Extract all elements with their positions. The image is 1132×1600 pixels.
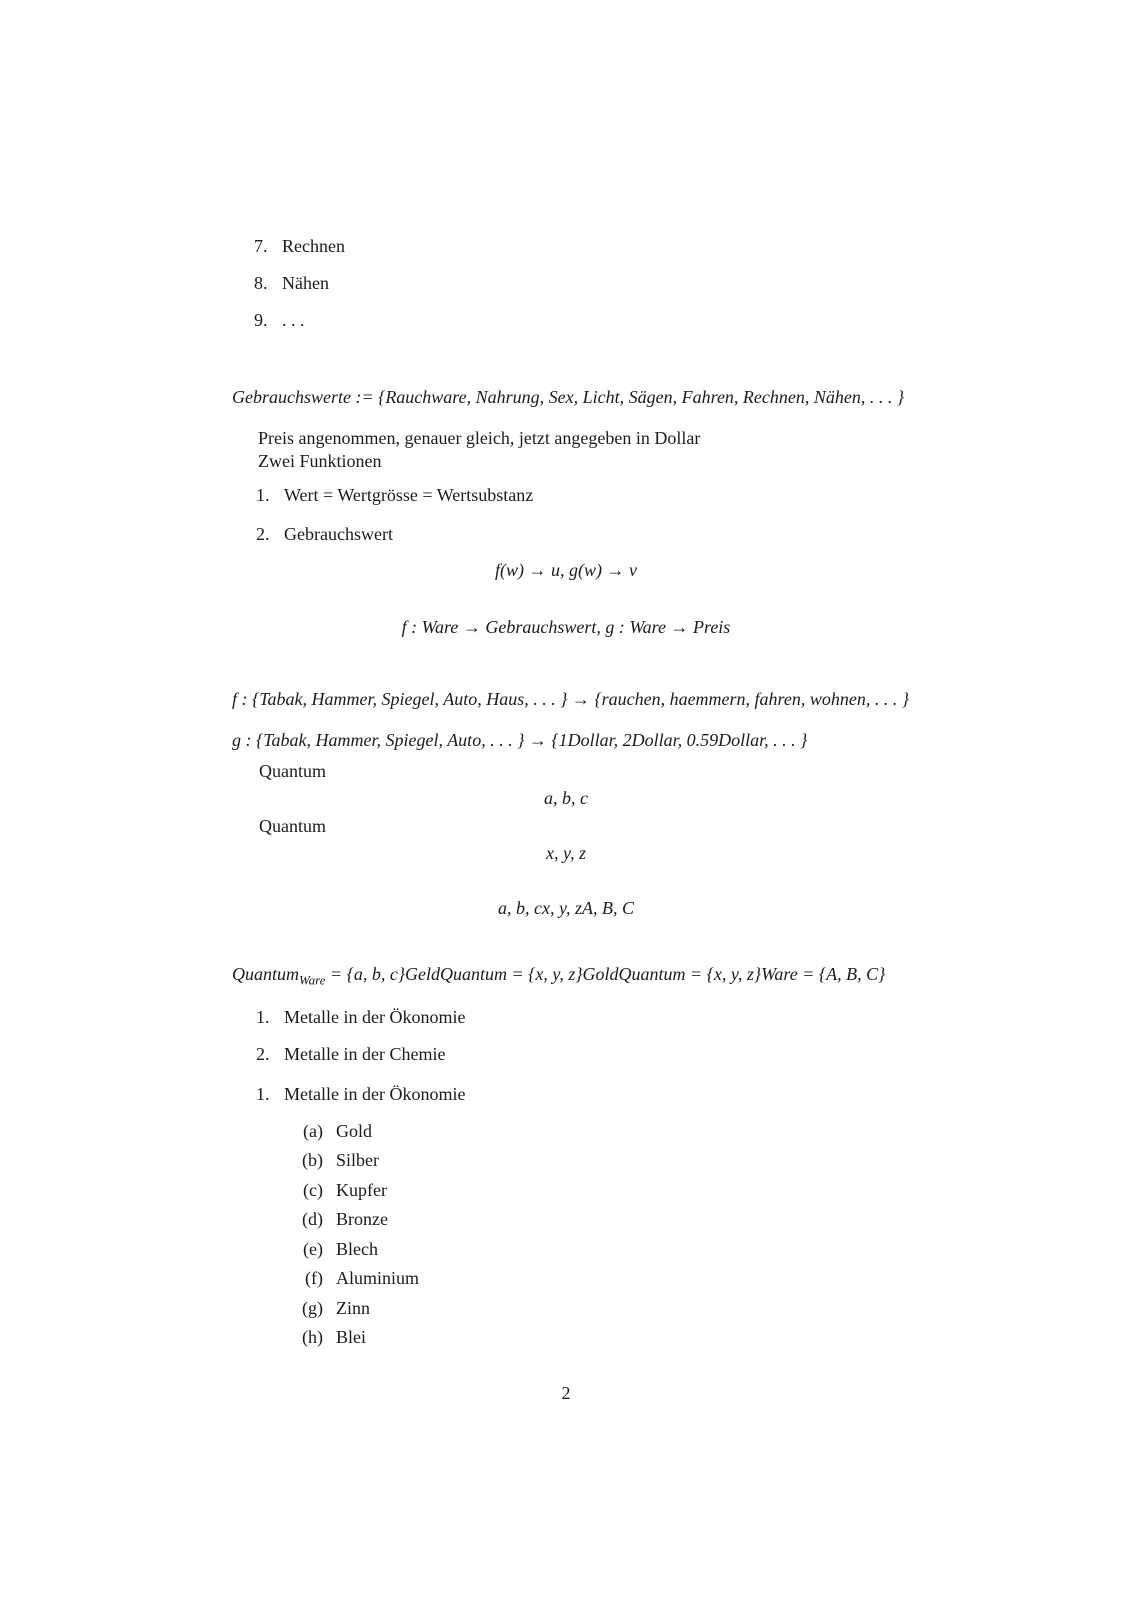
- list-item: [293, 1119, 372, 1143]
- list-item-text: Kupfer: [336, 1180, 387, 1200]
- list-item-number: 2.: [256, 524, 270, 544]
- list-item-text: Rechnen: [282, 236, 345, 256]
- equation-abc: a, b, c: [544, 788, 588, 808]
- quantum-label: Quantum: [259, 816, 326, 836]
- list-item-text: Wert = Wertgrösse = Wertsubstanz: [284, 485, 534, 505]
- list-item-text: Aluminium: [336, 1268, 420, 1288]
- page-number: 2: [561, 1383, 571, 1403]
- list-item-letter: (a): [303, 1121, 323, 1141]
- list-item-number: 1.: [256, 1084, 270, 1104]
- list-item-number: 1.: [256, 1007, 270, 1027]
- quantum-label: Quantum: [259, 761, 326, 781]
- list-item: [256, 1082, 465, 1106]
- list-item-text: Blei: [336, 1327, 366, 1347]
- list-item-text: Zinn: [336, 1298, 370, 1318]
- equation-subscript: Ware: [299, 972, 326, 988]
- list-item: [293, 1296, 370, 1320]
- list-item: [256, 483, 533, 507]
- list-item-number: 1.: [256, 485, 270, 505]
- paragraph-line: Zwei Funktionen: [258, 451, 382, 471]
- list-item-number: 8.: [254, 273, 268, 293]
- equation-f-set: f : {Tabak, Hammer, Spiegel, Auto, Haus, . . . } → {rauchen, haemmern, fahren, wohnen, . . . }: [232, 689, 910, 709]
- paragraph-line: Preis angenommen, genauer gleich, jetzt angegeben in Dollar: [258, 428, 701, 448]
- list-item-text: Silber: [336, 1150, 379, 1170]
- list-item: [254, 271, 329, 295]
- list-item-letter: (h): [302, 1327, 323, 1347]
- equation-rest: = {a, b, c}GeldQuantum = {x, y, z}GoldQuantum = {x, y, z}Ware = {A, B, C}: [325, 964, 886, 984]
- list-item-number: 2.: [256, 1044, 270, 1064]
- list-item-letter: (d): [302, 1209, 323, 1229]
- equation-base: Quantum: [232, 964, 299, 984]
- list-item: [293, 1266, 419, 1290]
- list-item-text: Metalle in der Ökonomie: [284, 1007, 466, 1027]
- list-item: [254, 234, 345, 258]
- list-item-letter: (e): [303, 1239, 323, 1259]
- list-item-text: Gebrauchswert: [284, 524, 393, 544]
- list-item: [256, 1005, 465, 1029]
- list-item-text: Metalle in der Chemie: [284, 1044, 446, 1064]
- list-item-text: Metalle in der Ökonomie: [284, 1084, 466, 1104]
- list-item-number: 9.: [254, 310, 268, 330]
- list-item-text: Gold: [336, 1121, 372, 1141]
- equation-xyz: x, y, z: [546, 843, 586, 863]
- list-item: [293, 1148, 379, 1172]
- list-item-letter: (f): [305, 1268, 323, 1288]
- list-item: [293, 1207, 388, 1231]
- list-item-text: Nähen: [282, 273, 329, 293]
- equation-combined: a, b, cx, y, zA, B, C: [498, 898, 634, 918]
- list-item-number: 7.: [254, 236, 268, 256]
- list-item: [293, 1325, 366, 1349]
- list-item-text: Blech: [336, 1239, 378, 1259]
- list-item: [256, 1042, 445, 1066]
- list-item-letter: (c): [303, 1180, 323, 1200]
- list-item-text: . . .: [282, 310, 305, 330]
- equation-f-ware-g-ware: f : Ware → Gebrauchswert, g : Ware → Preis: [401, 617, 731, 637]
- equation-gebrauchswerte: Gebrauchswerte := {Rauchware, Nahrung, Sex, Licht, Sägen, Fahren, Rechnen, Nähen, . . . }: [232, 387, 905, 407]
- list-item: [293, 1178, 387, 1202]
- list-item-letter: (b): [302, 1150, 323, 1170]
- list-item: [256, 522, 393, 546]
- equation-fw-gw: f(w) → u, g(w) → v: [495, 560, 637, 580]
- list-item-text: Bronze: [336, 1209, 388, 1229]
- list-item-letter: (g): [302, 1298, 323, 1318]
- list-item: [254, 308, 305, 332]
- list-item: [293, 1237, 378, 1261]
- equation-g-set: g : {Tabak, Hammer, Spiegel, Auto, . . . } → {1Dollar, 2Dollar, 0.59Dollar, . . . }: [232, 730, 808, 750]
- equation-quantum-ware: [232, 962, 885, 986]
